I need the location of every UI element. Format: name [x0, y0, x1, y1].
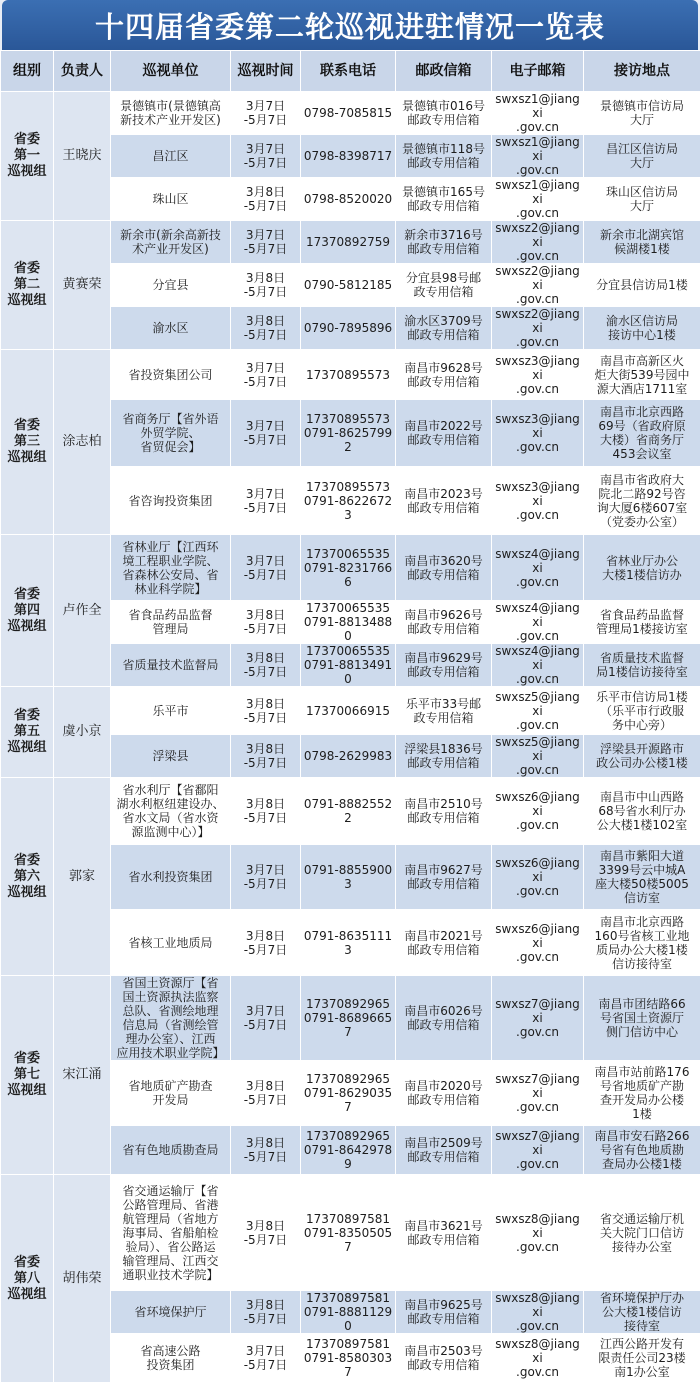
email-cell: swxsz4@jiangxi .gov.cn: [492, 535, 584, 601]
unit-cell: 珠山区: [111, 178, 231, 221]
phone-cell: 17370892965 0791-86290357: [301, 1061, 396, 1126]
unit-cell: 省环境保护厅: [111, 1291, 231, 1334]
phone-cell: 17370895573 0791-86226723: [301, 467, 396, 535]
place-cell: 南昌市紫阳大道 3399号云中城A 座大楼50楼5005 信访室: [584, 845, 700, 910]
postbox-cell: 乐平市33号邮 政专用信箱: [396, 687, 492, 735]
unit-cell: 分宜县: [111, 264, 231, 307]
postbox-cell: 景德镇市016号 邮政专用信箱: [396, 92, 492, 135]
place-cell: 乐平市信访局1楼 （乐平市行政服 务中心旁）: [584, 687, 700, 735]
unit-cell: 省质量技术监督局: [111, 644, 231, 687]
postbox-cell: 南昌市2022号 邮政专用信箱: [396, 400, 492, 467]
table-row: [1, 976, 700, 1061]
place-cell: 新余市北湖宾馆 候湖楼1楼: [584, 221, 700, 264]
time-cell: 3月8日 -5月7日: [231, 778, 301, 845]
email-cell: swxsz6@jiangxi .gov.cn: [492, 910, 584, 976]
email-cell: swxsz1@jiangxi .gov.cn: [492, 92, 584, 135]
time-cell: 3月7日 -5月7日: [231, 535, 301, 601]
place-cell: 分宜县信访局1楼: [584, 264, 700, 307]
unit-cell: 省有色地质勘查局: [111, 1126, 231, 1175]
inspection-table: [0, 50, 700, 1383]
phone-cell: 0798-2629983: [301, 735, 396, 778]
time-cell: 3月7日 -5月7日: [231, 467, 301, 535]
time-cell: 3月7日 -5月7日: [231, 400, 301, 467]
leader-cell: 虞小京: [54, 687, 111, 778]
postbox-cell: 南昌市2023号 邮政专用信箱: [396, 467, 492, 535]
email-cell: swxsz6@jiangxi .gov.cn: [492, 845, 584, 910]
time-cell: 3月7日 -5月7日: [231, 350, 301, 400]
leader-cell: 黄赛荣: [54, 221, 111, 350]
phone-cell: 17370895573: [301, 350, 396, 400]
postbox-cell: 新余市3716号 邮政专用信箱: [396, 221, 492, 264]
time-cell: 3月8日 -5月7日: [231, 264, 301, 307]
unit-cell: 省食品药品监督 管理局: [111, 601, 231, 644]
phone-cell: 0798-8398717: [301, 135, 396, 178]
unit-cell: 省国土资源厅【省 国土资源执法监察 总队、省测绘地理 信息局（省测绘管 理办公室）、江西 应用技术职业学院】: [111, 976, 231, 1061]
email-cell: swxsz2@jiangxi .gov.cn: [492, 307, 584, 350]
phone-cell: 17370892965 0791-86896657: [301, 976, 396, 1061]
header-row: [1, 51, 700, 92]
table-row: [1, 350, 700, 400]
time-cell: 3月8日 -5月7日: [231, 644, 301, 687]
leader-cell: 郭家: [54, 778, 111, 976]
postbox-cell: 浮梁县1836号 邮政专用信箱: [396, 735, 492, 778]
postbox-cell: 南昌市3620号 邮政专用信箱: [396, 535, 492, 601]
place-cell: 浮梁县开源路市 政公司办公楼1楼: [584, 735, 700, 778]
postbox-cell: 南昌市2509号 邮政专用信箱: [396, 1126, 492, 1175]
header-unit: 巡视单位: [111, 51, 231, 92]
phone-cell: 17370897581 0791-83505057: [301, 1175, 396, 1291]
email-cell: swxsz2@jiangxi .gov.cn: [492, 221, 584, 264]
email-cell: swxsz1@jiangxi .gov.cn: [492, 135, 584, 178]
postbox-cell: 景德镇市118号 邮政专用信箱: [396, 135, 492, 178]
phone-cell: 17370897581 0791-85803037: [301, 1334, 396, 1383]
postbox-cell: 南昌市9627号 邮政专用信箱: [396, 845, 492, 910]
table-row: [1, 687, 700, 735]
place-cell: 景德镇市信访局 大厅: [584, 92, 700, 135]
unit-cell: 省高速公路 投资集团: [111, 1334, 231, 1383]
unit-cell: 乐平市: [111, 687, 231, 735]
email-cell: swxsz8@jiangxi .gov.cn: [492, 1291, 584, 1334]
time-cell: 3月8日 -5月7日: [231, 601, 301, 644]
header-postbox: 邮政信箱: [396, 51, 492, 92]
postbox-cell: 南昌市2510号 邮政专用信箱: [396, 778, 492, 845]
postbox-cell: 南昌市2503号 邮政专用信箱: [396, 1334, 492, 1383]
phone-cell: 0791-86351113: [301, 910, 396, 976]
time-cell: 3月8日 -5月7日: [231, 1061, 301, 1126]
postbox-cell: 南昌市9629号 邮政专用信箱: [396, 644, 492, 687]
time-cell: 3月8日 -5月7日: [231, 910, 301, 976]
postbox-cell: 分宜县98号邮 政专用信箱: [396, 264, 492, 307]
postbox-cell: 南昌市9628号 邮政专用信箱: [396, 350, 492, 400]
postbox-cell: 南昌市2020号 邮政专用信箱: [396, 1061, 492, 1126]
postbox-cell: 南昌市9626号 邮政专用信箱: [396, 601, 492, 644]
header-group: 组别: [1, 51, 54, 92]
phone-cell: 0798-8520020: [301, 178, 396, 221]
unit-cell: 省水利投资集团: [111, 845, 231, 910]
header-time: 巡视时间: [231, 51, 301, 92]
page-title: 十四届省委第二轮巡视进驻情况一览表: [2, 0, 698, 50]
time-cell: 3月7日 -5月7日: [231, 845, 301, 910]
unit-cell: 浮梁县: [111, 735, 231, 778]
time-cell: 3月7日 -5月7日: [231, 135, 301, 178]
place-cell: 省食品药品监督 管理局1楼接访室: [584, 601, 700, 644]
phone-cell: 17370892759: [301, 221, 396, 264]
phone-cell: 17370065535 0791-88134880: [301, 601, 396, 644]
postbox-cell: 景德镇市165号 邮政专用信箱: [396, 178, 492, 221]
place-cell: 南昌市北京西路 69号（省政府原 大楼）省商务厅 453会议室: [584, 400, 700, 467]
unit-cell: 景德镇市(景德镇高 新技术产业开发区): [111, 92, 231, 135]
leader-cell: 卢作全: [54, 535, 111, 687]
email-cell: swxsz4@jiangxi .gov.cn: [492, 601, 584, 644]
group-name-cell: 省委 第三 巡视组: [1, 350, 54, 535]
email-cell: swxsz2@jiangxi .gov.cn: [492, 264, 584, 307]
unit-cell: 新余市(新余高新技 术产业开发区): [111, 221, 231, 264]
place-cell: 昌江区信访局 大厅: [584, 135, 700, 178]
unit-cell: 省商务厅【省外语 外贸学院、 省贸促会】: [111, 400, 231, 467]
place-cell: 南昌市团结路66 号省国土资源厅 侧门信访中心: [584, 976, 700, 1061]
place-cell: 南昌市中山西路 68号省水利厅办 公大楼1楼102室: [584, 778, 700, 845]
unit-cell: 省地质矿产勘查 开发局: [111, 1061, 231, 1126]
email-cell: swxsz6@jiangxi .gov.cn: [492, 778, 584, 845]
time-cell: 3月8日 -5月7日: [231, 735, 301, 778]
email-cell: swxsz3@jiangxi .gov.cn: [492, 467, 584, 535]
phone-cell: 0791-88559003: [301, 845, 396, 910]
phone-cell: 0790-7895896: [301, 307, 396, 350]
leader-cell: 王晓庆: [54, 92, 111, 221]
group-name-cell: 省委 第七 巡视组: [1, 976, 54, 1175]
phone-cell: 0790-5812185: [301, 264, 396, 307]
postbox-cell: 南昌市2021号 邮政专用信箱: [396, 910, 492, 976]
leader-cell: 宋江涌: [54, 976, 111, 1175]
time-cell: 3月7日 -5月7日: [231, 976, 301, 1061]
group-name-cell: 省委 第二 巡视组: [1, 221, 54, 350]
time-cell: 3月7日 -5月7日: [231, 221, 301, 264]
unit-cell: 省核工业地质局: [111, 910, 231, 976]
phone-cell: 17370065535 0791-82317666: [301, 535, 396, 601]
phone-cell: 17370895573 0791-86257992: [301, 400, 396, 467]
header-phone: 联系电话: [301, 51, 396, 92]
time-cell: 3月8日 -5月7日: [231, 1126, 301, 1175]
place-cell: 省质量技术监督 局1楼信访接待室: [584, 644, 700, 687]
email-cell: swxsz7@jiangxi .gov.cn: [492, 1126, 584, 1175]
group-name-cell: 省委 第六 巡视组: [1, 778, 54, 976]
leader-cell: 涂志柏: [54, 350, 111, 535]
email-cell: swxsz3@jiangxi .gov.cn: [492, 400, 584, 467]
header-email: 电子邮箱: [492, 51, 584, 92]
time-cell: 3月8日 -5月7日: [231, 307, 301, 350]
place-cell: 江西公路开发有 限责任公司23楼 南1办公室: [584, 1334, 700, 1383]
email-cell: swxsz5@jiangxi .gov.cn: [492, 735, 584, 778]
postbox-cell: 南昌市6026号 邮政专用信箱: [396, 976, 492, 1061]
place-cell: 省交通运输厅机 关大院门口信访 接待办公室: [584, 1175, 700, 1291]
group-name-cell: 省委 第五 巡视组: [1, 687, 54, 778]
place-cell: 南昌市站前路176 号省地质矿产勘 查开发局办公楼 1楼: [584, 1061, 700, 1126]
place-cell: 省环境保护厅办 公大楼1楼信访 接待室: [584, 1291, 700, 1334]
phone-cell: 17370897581 0791-88811290: [301, 1291, 396, 1334]
time-cell: 3月8日 -5月7日: [231, 1291, 301, 1334]
place-cell: 南昌市高新区火 炬大街539号园中 源大酒店1711室: [584, 350, 700, 400]
phone-cell: 0791-88825522: [301, 778, 396, 845]
table-body: [1, 92, 700, 1383]
email-cell: swxsz3@jiangxi .gov.cn: [492, 350, 584, 400]
table-row: [1, 1175, 700, 1291]
postbox-cell: 渝水区3709号 邮政专用信箱: [396, 307, 492, 350]
unit-cell: 省水利厅【省鄱阳 湖水利枢纽建设办、 省水文局（省水资 源监测中心）】: [111, 778, 231, 845]
place-cell: 南昌市北京西路 160号省核工业地 质局办公大楼1楼 信访接待室: [584, 910, 700, 976]
header-place: 接访地点: [584, 51, 700, 92]
table-row: [1, 535, 700, 601]
group-name-cell: 省委 第一 巡视组: [1, 92, 54, 221]
table-row: [1, 92, 700, 135]
table-row: [1, 221, 700, 264]
email-cell: swxsz8@jiangxi .gov.cn: [492, 1334, 584, 1383]
group-name-cell: 省委 第八 巡视组: [1, 1175, 54, 1383]
email-cell: swxsz1@jiangxi .gov.cn: [492, 178, 584, 221]
time-cell: 3月7日 -5月7日: [231, 1334, 301, 1383]
place-cell: 渝水区信访局 接访中心1楼: [584, 307, 700, 350]
leader-cell: 胡伟荣: [54, 1175, 111, 1383]
unit-cell: 省投资集团公司: [111, 350, 231, 400]
group-name-cell: 省委 第四 巡视组: [1, 535, 54, 687]
time-cell: 3月8日 -5月7日: [231, 1175, 301, 1291]
place-cell: 南昌市安石路266 号省有色地质勘 查局办公楼1楼: [584, 1126, 700, 1175]
email-cell: swxsz7@jiangxi .gov.cn: [492, 1061, 584, 1126]
email-cell: swxsz4@jiangxi .gov.cn: [492, 644, 584, 687]
phone-cell: 0798-7085815: [301, 92, 396, 135]
unit-cell: 昌江区: [111, 135, 231, 178]
time-cell: 3月8日 -5月7日: [231, 178, 301, 221]
phone-cell: 17370066915: [301, 687, 396, 735]
time-cell: 3月8日 -5月7日: [231, 687, 301, 735]
table-row: [1, 778, 700, 845]
place-cell: 南昌市省政府大 院北二路92号咨 询大厦6楼607室 （党委办公室）: [584, 467, 700, 535]
email-cell: swxsz8@jiangxi .gov.cn: [492, 1175, 584, 1291]
unit-cell: 省交通运输厅【省 公路管理局、省港 航管理局（省地方 海事局、省船舶检 验局）、省公路运 输管理局、江西交 通职业技术学院】: [111, 1175, 231, 1291]
phone-cell: 17370065535 0791-88134910: [301, 644, 396, 687]
postbox-cell: 南昌市3621号 邮政专用信箱: [396, 1175, 492, 1291]
postbox-cell: 南昌市9625号 邮政专用信箱: [396, 1291, 492, 1334]
place-cell: 省林业厅办公 大楼1楼信访办: [584, 535, 700, 601]
place-cell: 珠山区信访局 大厅: [584, 178, 700, 221]
time-cell: 3月7日 -5月7日: [231, 92, 301, 135]
email-cell: swxsz5@jiangxi .gov.cn: [492, 687, 584, 735]
unit-cell: 省林业厅【江西环 境工程职业学院、 省森林公安局、省 林业科学院】: [111, 535, 231, 601]
header-leader: 负责人: [54, 51, 111, 92]
phone-cell: 17370892965 0791-86429789: [301, 1126, 396, 1175]
unit-cell: 渝水区: [111, 307, 231, 350]
unit-cell: 省咨询投资集团: [111, 467, 231, 535]
email-cell: swxsz7@jiangxi .gov.cn: [492, 976, 584, 1061]
